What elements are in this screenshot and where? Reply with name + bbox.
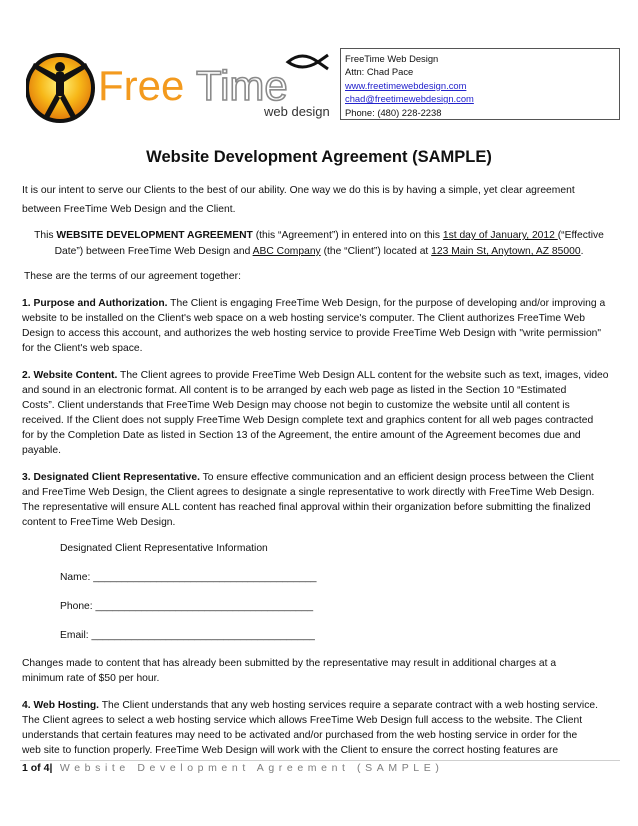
section-1-heading: 1. Purpose and Authorization. xyxy=(22,298,168,309)
changes-line-2: minimum rate of $50 per hour. xyxy=(22,673,160,684)
agreement-line-2: Date”) between FreeTime Web Design and ABC Company (the “Client”) located at 123 Main St, Anytown, AZ 85000. xyxy=(54,246,584,257)
section-4-line-3: understands that certain features may need to be activated and/or purchased from the web hosting service in order for the xyxy=(22,730,578,741)
page-footer xyxy=(22,762,443,774)
section-1-line-4: for the Client's web space. xyxy=(22,343,143,354)
page-number: 1 of 4 xyxy=(22,762,50,774)
contact-website-link[interactable]: www.freetimewebdesign.com xyxy=(345,79,467,91)
section-3-heading: 3. Designated Client Representative. xyxy=(22,472,200,483)
freetime-logo xyxy=(26,50,336,124)
footer-divider xyxy=(20,760,620,761)
terms-intro: These are the terms of our agreement together: xyxy=(24,271,241,282)
client-address: 123 Main St, Anytown, AZ 85000 xyxy=(431,246,581,257)
brand-tagline: web design xyxy=(264,104,330,119)
contact-phone: Phone: (480) 228-2238 xyxy=(345,106,442,118)
section-3-line-4: content to FreeTime Web Design. xyxy=(22,517,176,528)
section-2-line-1: 2. Website Content. The Client agrees to provide FreeTime Web Design ALL content for the website such as text, images, video xyxy=(22,370,609,381)
section-1-line-2: website to be installed on the Client's web space on a web hosting service's computer. The Client authorizes FreeTime Web xyxy=(22,313,585,324)
section-2-line-2: and sound in an electronic format. All content is to be arranged by each web page as listed in the Section 10 “Estimated xyxy=(22,385,567,396)
contact-attn: Attn: Chad Pace xyxy=(345,66,414,78)
fish-icon xyxy=(288,55,328,69)
section-2-line-5: for by the Completion Date as listed in Section 13 of the Agreement, the entire amount of the Agreement becomes due and xyxy=(22,430,581,441)
section-4-heading: 4. Web Hosting. xyxy=(22,700,100,711)
section-1-line-3: Design to access this account, and authorizes the web hosting service to provide FreeTime Web Design with "write permission" xyxy=(22,328,602,339)
section-3-line-1: 3. Designated Client Representative. To ensure effective communication and an efficient design process between the Client xyxy=(22,472,594,483)
client-name: ABC Company xyxy=(252,246,321,257)
section-4-line-4: web site to function properly. FreeTime Web Design will work with the Client to ensure the correct hosting features are xyxy=(22,745,559,756)
section-3-line-2: and FreeTime Web Design, the Client agrees to designate a single representative to work directly with FreeTime Web Design. xyxy=(22,487,595,498)
brand-free: Free xyxy=(98,62,185,109)
agreement-line-1: This WEBSITE DEVELOPMENT AGREEMENT (this “Agreement”) in entered into on this 1st day of January, 2012 (“Effective xyxy=(34,230,604,241)
section-2-line-4: received. If the Client does not supply FreeTime Web Design complete text and graphics content for all web pages contracted xyxy=(22,415,594,426)
footer-separator: | xyxy=(49,762,53,774)
rep-email-field[interactable]: Email: _______________________________________ xyxy=(60,630,315,641)
changes-line-1: Changes made to content that has already been submitted by the representative may result in additional charges at a xyxy=(22,658,557,669)
rep-phone-field[interactable]: Phone: ______________________________________ xyxy=(60,601,314,612)
brand-time: Time xyxy=(196,62,288,109)
intro-line-2: between FreeTime Web Design and the Client. xyxy=(22,204,236,215)
section-3-line-3: The representative will ensure ALL content has reached final approval within their organization before submitting the finalized xyxy=(22,502,591,513)
section-4-line-2: The Client agrees to select a web hosting service which allows FreeTime Web Design full access to the website. The Client xyxy=(22,715,583,726)
section-2-line-6: payable. xyxy=(22,445,61,456)
contact-company: FreeTime Web Design xyxy=(345,53,439,64)
footer-doc-title: Website Development Agreement (SAMPLE) xyxy=(52,762,444,774)
effective-date: 1st day of January, 2012 xyxy=(442,230,558,241)
contact-email-link[interactable]: chad@freetimewebdesign.com xyxy=(345,93,474,105)
section-1-line-1: 1. Purpose and Authorization. The Client is engaging FreeTime Web Design, for the purpose of developing and/or improving a xyxy=(22,298,606,309)
agreement-name: WEBSITE DEVELOPMENT AGREEMENT xyxy=(56,230,253,241)
rep-info-heading: Designated Client Representative Information xyxy=(60,543,268,554)
section-2-line-3: Costs”. Client understands that FreeTime Web Design may choose not begin to customize the website until all content is xyxy=(22,400,570,411)
contact-box xyxy=(340,48,620,120)
section-2-heading: 2. Website Content. xyxy=(22,370,118,381)
section-4-line-1: 4. Web Hosting. The Client understands that any web hosting services require a separate contract with a web hosting service. xyxy=(22,700,598,711)
rep-name-field[interactable]: Name: _______________________________________ xyxy=(60,572,317,583)
intro-line-1: It is our intent to serve our Clients to the best of our ability. One way we do this is by having a simple, yet clear agreement xyxy=(22,185,575,196)
document-title: Website Development Agreement (SAMPLE) xyxy=(146,148,492,166)
